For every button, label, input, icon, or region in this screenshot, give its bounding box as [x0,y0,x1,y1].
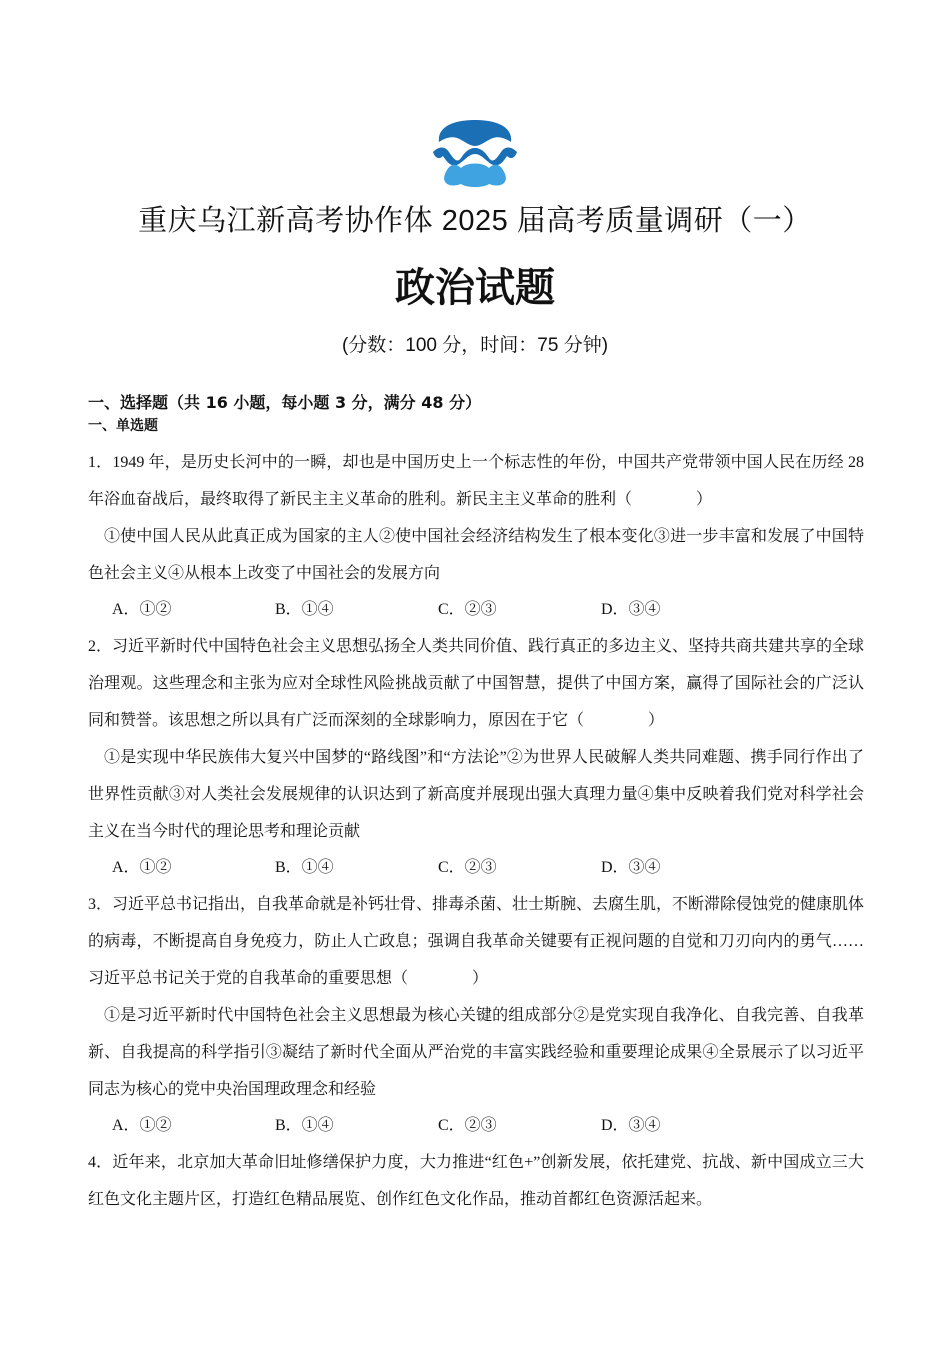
option-a[interactable]: A．①② [112,601,172,618]
option-b[interactable]: B．①④ [275,859,334,876]
section-title: 一、选择题（共 16 小题，每小题 3 分，满分 48 分） [88,393,482,412]
exam-title: 重庆乌江新高考协作体 2025 届高考质量调研（一） [138,205,812,237]
option-d[interactable]: D．③④ [601,601,661,618]
option-b[interactable]: B．①④ [275,1117,334,1134]
option-d[interactable]: D．③④ [601,1117,661,1134]
question-stem: 2．习近平新时代中国特色社会主义思想弘扬全人类共同价值、践行真正的多边主义、坚持共商共建共享的全球治理观。这些理念和主张为应对全球性风险挑战贡献了中国智慧，提供了中国方案，赢得了国际社会的广泛认同和赞誉。该思想之所以具有广泛而深刻的全球影响力，原因在于它（ ） [88,638,865,729]
question-1 [88,444,864,628]
option-c[interactable]: C．②③ [438,601,497,618]
question-stem: 4．近年来，北京加大革命旧址修缮保护力度，大力推进“红色+”创新发展，依托建党、抗战、新中国成立三大红色文化主题片区，打造红色精品展览、创作红色文化作品，推动首都红色资源活起来。 [88,1154,864,1208]
question-stem: 1．1949 年，是历史长河中的一瞬，却也是中国历史上一个标志性的年份，中国共产党带领中国人民在历经 28 年浴血奋战后，最终取得了新民主主义革命的胜利。新民主主义革命的胜利（ ） [88,454,864,508]
section-subtitle: 一、单选题 [88,418,158,434]
option-a[interactable]: A．①② [112,1117,172,1134]
option-c[interactable]: C．②③ [438,859,497,876]
answer-options [88,850,864,886]
question-4 [88,1144,864,1218]
question-statements: ①是习近平新时代中国特色社会主义思想最为核心关键的组成部分②是党实现自我净化、自我完善、自我革新、自我提高的科学指引③凝结了新时代全面从严治党的丰富实践经验和重要理论成果④全景展示了以习近平同志为核心的党中央治国理政理念和经验 [88,1007,864,1098]
question-2 [88,628,864,886]
wave-logo-icon [425,118,525,190]
exam-body [88,390,864,1218]
question-3 [88,886,864,1144]
exam-info: (分数：100 分，时间：75 分钟) [341,335,609,356]
answer-options [88,592,864,628]
option-a[interactable]: A．①② [112,859,172,876]
option-b[interactable]: B．①④ [275,601,334,618]
question-statements: ①使中国人民从此真正成为国家的主人②使中国社会经济结构发生了根本变化③进一步丰富和发展了中国特色社会主义④从根本上改变了中国社会的发展方向 [88,528,864,582]
question-statements: ①是实现中华民族伟大复兴中国梦的“路线图”和“方法论”②为世界人民破解人类共同难题、携手同行作出了世界性贡献③对人类社会发展规律的认识达到了新高度并展现出强大真理力量④集中反映着我们党对科学社会主义在当今时代的理论思考和理论贡献 [88,749,864,840]
answer-options [88,1108,864,1144]
option-c[interactable]: C．②③ [438,1117,497,1134]
question-stem: 3．习近平总书记指出，自我革命就是补钙壮骨、排毒杀菌、壮士斯腕、去腐生肌，不断滞除侵蚀党的健康肌体的病毒，不断提高自身免疫力，防止人亡政息；强调自我革命关键要有正视问题的自觉和刀刃向内的勇气……习近平总书记关于党的自我革命的重要思想（ ） [88,896,865,987]
subject-title: 政治试题 [395,265,555,311]
option-d[interactable]: D．③④ [601,859,661,876]
